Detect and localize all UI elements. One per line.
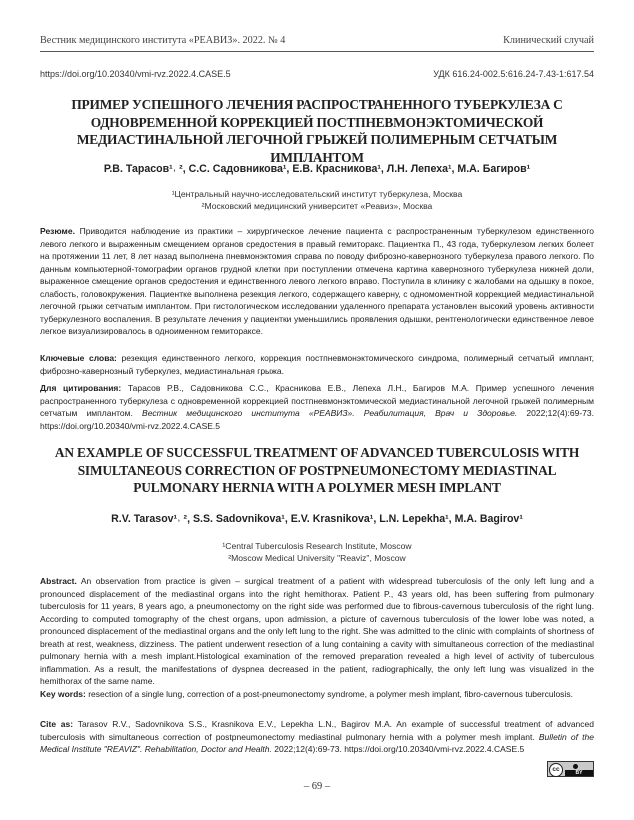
en-cite-details[interactable]: 2022;12(4):69-73. https://doi.org/10.20340/vmi-rvz.2022.4.CASE.5 [274, 744, 525, 754]
en-affiliation-1: ¹Central Tuberculosis Research Institute, Moscow [222, 541, 412, 551]
ru-keywords-label: Ключевые слова: [40, 353, 117, 363]
ru-affiliations [40, 188, 594, 212]
en-keywords [40, 688, 594, 701]
en-cite-label: Cite as: [40, 719, 74, 729]
en-keywords-label: Key words: [40, 689, 86, 699]
cc-icon: cc [549, 763, 563, 777]
by-label: BY [565, 770, 593, 776]
en-abstract-text: An observation from practice is given – surgical treatment of a patient with widespread tuberculosis of the only left lung and a pronounced displacement of the mediastinal organs into the right hemithorax. Patient P., 43 years old, has been suffering from pulmonary tuberculosis for 11 years, 8 years ago, a pneumonectomy on the right side was performed due to fibrous-cavernous tuberculosis of the right lung. According to computed tomography of the chest organs, upon admission, a picture of cavernous tuberculosis of the lower lobe was noted, a pronounced displacement of the mediastinal organs and the only left lung to the right. She was admitted to the clinic with complaints of shortness of breath at rest, weakness, dizziness. The patient underwent resection of a lung containing a cavity with simultaneous correction of the mediastinal pulmonary hernia with a mesh implant.Histological examination of the removed preparation revealed a high level of activity of tuberculous inflammation. As a result, the manifestations of dyspnea decreased in the patient, radiographically, the only left lung was visualized in the hemithorax of the same name. [40, 576, 594, 686]
en-affiliations [40, 540, 594, 564]
page-number: – 69 – [303, 781, 331, 792]
en-citation [40, 718, 594, 756]
journal-name: Вестник медицинского института «РЕАВИЗ». 2022. № 4 [40, 35, 286, 46]
en-authors: R.V. Tarasov¹˒ ², S.S. Sadovnikova¹, E.V. Krasnikova¹, L.N. Lepekha¹, M.A. Bagirov¹ [111, 513, 523, 525]
en-cite-journal: Bulletin of the Medical Institute "REAVIZ". Rehabilitation, Doctor and Health. [40, 731, 594, 754]
en-abstract-label: Abstract. [40, 576, 77, 586]
en-keywords-text: resection of a single lung, correction of a post-pneumonectomy syndrome, a polymer mesh implant, fibro-cavernous tuberculosis. [88, 689, 573, 699]
ru-authors: Р.В. Тарасов¹˒ ², С.С. Садовникова¹, Е.В. Красникова¹, Л.Н. Лепеха¹, М.А. Багиров¹ [103, 163, 531, 175]
attribution-person-icon [573, 764, 578, 769]
ru-cite-label: Для цитирования: [40, 383, 122, 393]
ru-cite-text: Тарасов Р.В., Садовникова С.С., Красникова Е.В., Лепеха Л.Н., Багиров М.А. Пример успешного лечения распространенного туберкулеза с одновременной коррекцией постпневмонэктомической медиастинальной легочной грыжей полимерным сетчатым имплантом. [40, 383, 594, 418]
ru-abstract-text: Приводится наблюдение из практики – хирургическое лечение пациента с распространенным туберкулезом единственного левого легкого и выраженным смещением органов средостения в правый гемиторакс. Пациентка П., 43 года, туберкулезом легких болеет на протяжении 11 лет, 8 лет назад выполнена пневмонэктомия справа по поводу фиброзно-кавернозного туберкулеза правого легкого. По данным компьютерной-томографии органов грудной клетки при поступлении отмечена картина кавернозного туберкулеза нижней доли, выраженное смещение органов средостения и единственного левого легкого вправо. Поступила в клинику с жалобами на одышку в покое, слабость, головокружения. Пациентке выполнена резекция легкого, содержащего каверну, с одномоментной коррекцией медиастинальной легочной грыжи сетчатым имплантом. При гистологическом исследовании удаленного препарата установлен высокий уровень активности туберкулезного воспаления. В результате лечения у пациентки уменьшились проявления одышки, рентгенологически единственное левое легкое визуализировалось в одноименном гемитораксе. [40, 226, 594, 336]
ru-affiliation-2: ²Московский медицинский университет «Реавиз», Москва [201, 201, 433, 211]
cc-license-badge[interactable] [547, 761, 594, 777]
en-cite-text: Tarasov R.V., Sadovnikova S.S., Krasnikova E.V., Lepekha L.N., Bagirov M.A. An example of successful treatment of advanced tuberculosis with simultaneous correction of postpneumonectomy mediastinal pulmonary hernia with a polymer mesh implant. [40, 719, 594, 742]
en-title: AN EXAMPLE OF SUCCESSFUL TREATMENT OF ADVANCED TUBERCULOSIS WITH SIMULTANEOUS CORRECTION OF POSTPNEUMONECTOMY MEDIASTINAL PULMONARY HERNIA WITH A POLYMER MESH IMPLANT [54, 445, 580, 495]
header-divider [40, 51, 594, 52]
ru-affiliation-1: ¹Центральный научно-исследовательский институт туберкулеза, Москва [171, 189, 463, 199]
ru-abstract-label: Резюме. [40, 226, 75, 236]
ru-title: ПРИМЕР УСПЕШНОГО ЛЕЧЕНИЯ РАСПРОСТРАНЕННОГО ТУБЕРКУЛЕЗА С ОДНОВРЕМЕННОЙ КОРРЕКЦИЕЙ ПОСТПНЕВМОНЭКТОМИЧЕСКОЙ МЕДИАСТИНАЛЬНОЙ ЛЕГОЧНОЙ ГРЫЖЕЙ ПОЛИМЕРНЫМ СЕТЧАТЫМ ИМПЛАНТОМ [71, 97, 563, 165]
ru-citation [40, 382, 594, 432]
en-abstract [40, 575, 594, 688]
ru-cite-journal: Вестник медицинского института «РЕАВИЗ». Реабилитация, Врач и Здоровье. [142, 408, 518, 418]
en-affiliation-2: ²Moscow Medical University "Reaviz", Moscow [228, 553, 406, 563]
ru-abstract [40, 225, 594, 338]
udc-code: УДК 616.24-002.5:616.24-7.43-1:617.54 [433, 69, 594, 79]
section-name: Клинический случай [503, 35, 594, 46]
doi-link[interactable]: https://doi.org/10.20340/vmi-rvz.2022.4.CASE.5 [40, 69, 231, 79]
ru-cite-details[interactable]: 2022;12(4):69-73. https://doi.org/10.20340/vmi-rvz.2022.4.CASE.5 [40, 408, 594, 431]
ru-keywords-text: резекция единственного легкого, коррекция постпневмонэктомического синдрома, полимерный сетчатый имплант, фиброзно-кавернозный туберкулез, медиастинальная грыжа. [40, 353, 594, 376]
ru-keywords [40, 352, 594, 377]
